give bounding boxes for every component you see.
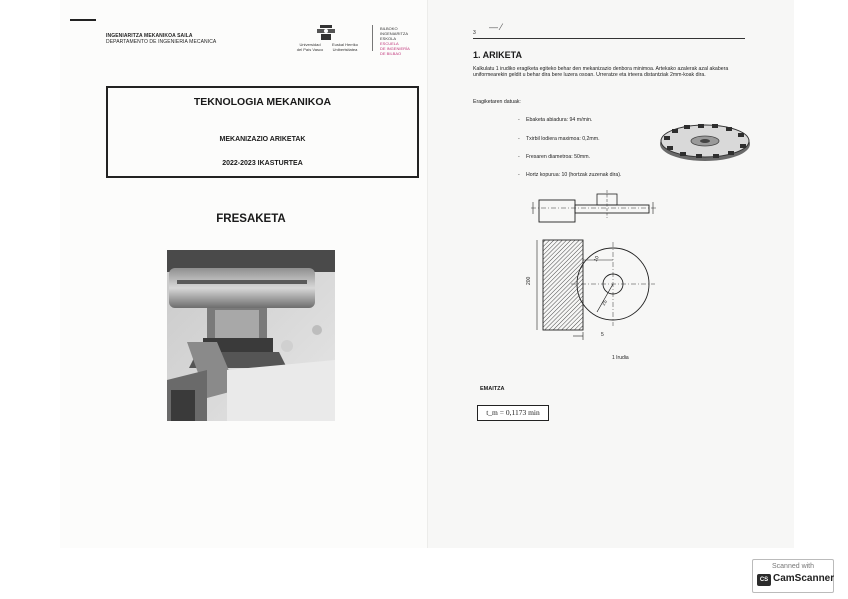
cover-year: 2022-2023 IKASTURTEA bbox=[222, 160, 303, 167]
bullet-text: Fresaren diametroa: 50mm. bbox=[526, 154, 591, 160]
watermark-line2: CamScanner bbox=[773, 573, 835, 584]
school-line-1: BILBOKO bbox=[380, 26, 398, 31]
technical-drawing bbox=[525, 188, 665, 348]
department-header bbox=[106, 33, 216, 45]
bullet-text: Ebaketa abiadura: 94 m/min. bbox=[526, 117, 593, 123]
milling-cutter-icon bbox=[658, 120, 752, 164]
camscanner-logo-icon: CS bbox=[757, 574, 771, 586]
school-line-5: DE INGENIERÍA bbox=[380, 46, 410, 51]
watermark-line1: Scanned with bbox=[771, 563, 815, 570]
dept-name-eu: INGENIARITZA MEKANIKOA SAILA bbox=[106, 33, 193, 39]
answer-box: t_m = 0,1173 min bbox=[477, 405, 549, 421]
camscanner-watermark bbox=[752, 559, 834, 593]
university-name-eu bbox=[327, 42, 363, 52]
uni-line-2: del País Vasco bbox=[296, 47, 324, 52]
dim-200-label: 200 bbox=[526, 276, 532, 285]
bullet-text: Txirbil lodiera maximoa: 0,2mm. bbox=[526, 136, 600, 142]
cover-topic: FRESAKETA bbox=[216, 213, 286, 225]
bullet-chip-thickness: - Txirbil lodiera maximoa: 0,2mm. bbox=[518, 136, 600, 142]
cover-subtitle: MEKANIZAZIO ARIKETAK bbox=[219, 136, 306, 143]
exercise-statement: Kalkulatu 1 irudiko eragiketa egiteko behar den mekanizazio denbora minimoa. Artekako azalerak azal akabera uniformearekin geldit u behar dira bere luzera osoan. Urreratze eta irteera distantziak 2mm-koak dira. bbox=[473, 66, 729, 79]
dim-10-label: 10 bbox=[592, 255, 601, 263]
exercise-heading: 1. ARIKETA bbox=[473, 50, 523, 60]
dim-5-label: 5 bbox=[601, 332, 604, 338]
school-logo-text bbox=[380, 26, 410, 56]
data-intro: Eragiketaren datuak: bbox=[473, 99, 521, 105]
bullet-teeth-count: - Hortz kopurua: 10 (hortzak zuzenak dira). bbox=[518, 172, 622, 178]
university-name-es bbox=[293, 42, 327, 52]
uni-line-3: Euskal Herriko bbox=[331, 42, 358, 47]
school-line-2: INGENIARITZA bbox=[380, 31, 409, 36]
bullet-cutter-diameter: - Fresaren diametroa: 50mm. bbox=[518, 154, 591, 160]
cover-title: TEKNOLOGIA MEKANIKOA bbox=[193, 96, 332, 108]
milling-machine-photo bbox=[167, 250, 335, 421]
dept-name-es: DEPARTAMENTO DE INGENIERIA MECANICA bbox=[106, 39, 217, 45]
school-line-4: ESCUELA bbox=[380, 41, 399, 46]
university-logo-icon bbox=[314, 24, 338, 42]
page-number: 3 bbox=[473, 30, 476, 36]
answer-label: EMAITZA bbox=[480, 386, 505, 392]
scan-scribble: — ⁄ bbox=[489, 22, 503, 32]
uni-line-1: Universidad bbox=[299, 42, 321, 47]
school-line-3: ESKOLA bbox=[380, 36, 397, 41]
dim-25-label: 25 bbox=[600, 299, 609, 307]
school-line-6: DE BILBAO bbox=[380, 51, 402, 56]
figure-caption: 1 Irudia bbox=[612, 355, 629, 361]
logo-divider bbox=[372, 25, 373, 51]
bullet-cutting-speed: - Ebaketa abiadura: 94 m/min. bbox=[518, 117, 593, 123]
uni-line-4: Unibertsitatea bbox=[332, 47, 358, 52]
scan-mark bbox=[70, 19, 96, 21]
header-rule bbox=[473, 38, 745, 39]
bullet-text: Hortz kopurua: 10 (hortzak zuzenak dira). bbox=[526, 172, 622, 178]
